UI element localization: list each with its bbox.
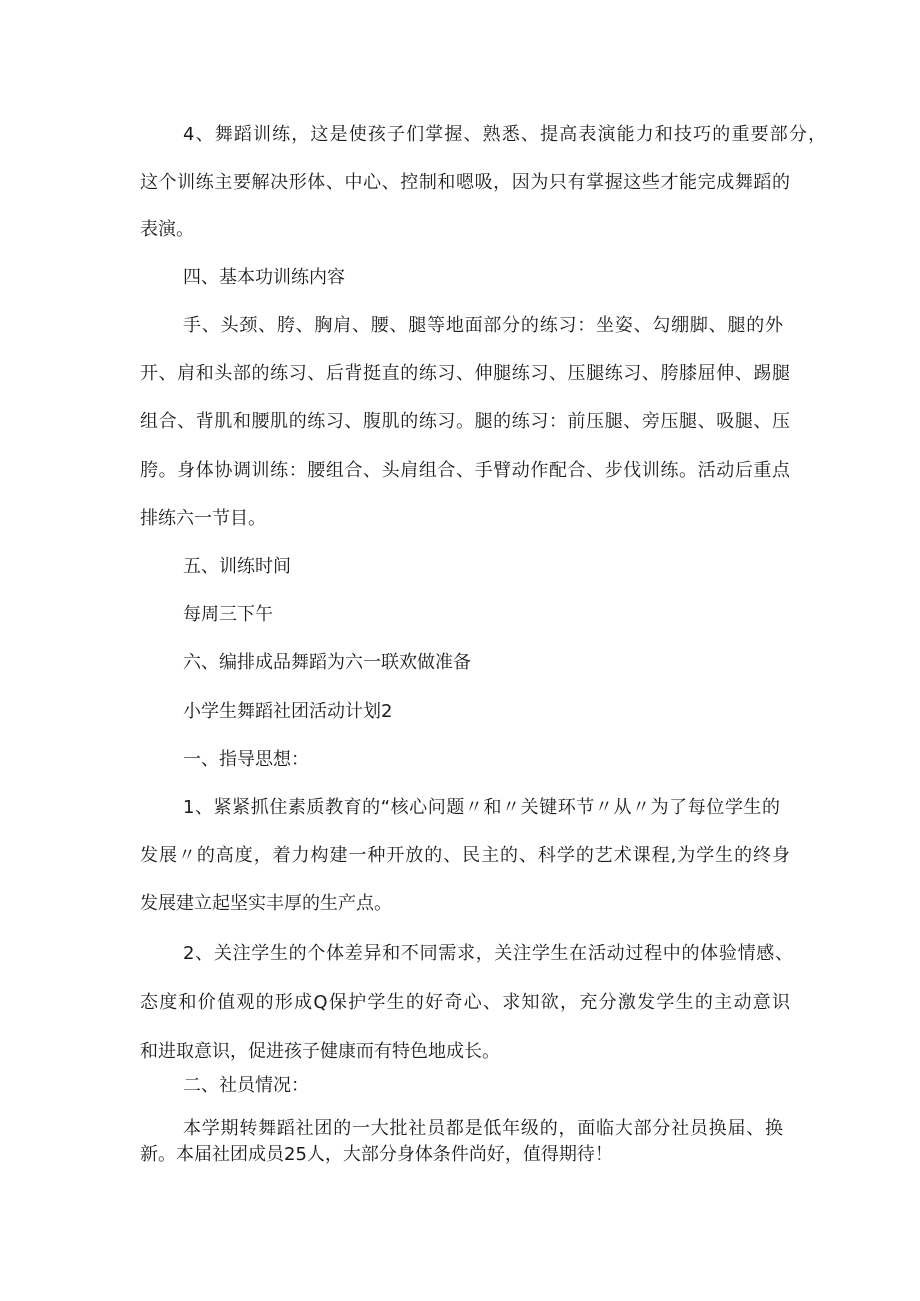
paragraph-line: 手、头颈、胯、胸肩、腰、腿等地面部分的练习：坐姿、勾绷脚、腿的外 [183, 315, 783, 336]
paragraph-line: 4、舞蹈训练，这是使孩子们掌握、熟悉、提高表演能力和技巧的重要部分， [183, 124, 826, 145]
document-title: 小学生舞蹈社团活动计划2 [183, 701, 393, 722]
section-heading: 五、训练时间 [183, 556, 291, 577]
paragraph-line: 和进取意识，促进孩子健康而有特色地成长。 [140, 1041, 500, 1062]
paragraph-line: 胯。身体协调训练：腰组合、头肩组合、手臂动作配合、步伐训练。活动后重点 [140, 460, 790, 481]
paragraph-line: 新。本届社团成员25人，大部分身体条件尚好，值得期待！ [140, 1144, 613, 1165]
paragraph-line: 1、紧紧抓住素质教育的“核心问题〃和〃关键环节〃从〃为了每位学生的 [183, 797, 780, 818]
paragraph-line: 本学期转舞蹈社团的一大批社员都是低年级的，面临大部分社员换届、换 [183, 1118, 783, 1139]
paragraph-line: 组合、背肌和腰肌的练习、腹肌的练习。腿的练习：前压腿、旁压腿、吸腿、压 [140, 411, 790, 432]
paragraph-line: 每周三下午 [183, 604, 273, 625]
section-heading: 二、社员情况： [183, 1075, 309, 1096]
section-heading: 一、指导思想： [183, 749, 309, 770]
paragraph-line: 发展〃的高度，着力构建一种开放的、民主的、科学的艺术课程,为学生的终身 [140, 845, 790, 866]
paragraph-line: 排练六一节目。 [140, 508, 266, 529]
paragraph-line: 开、肩和头部的练习、后背挺直的练习、伸腿练习、压腿练习、胯膝屈伸、踢腿 [140, 363, 790, 384]
section-heading: 四、基本功训练内容 [183, 267, 345, 288]
section-heading: 六、编排成品舞蹈为六一联欢做准备 [183, 652, 471, 673]
paragraph-line: 这个训练主要解决形体、中心、控制和嗯吸，因为只有掌握这些才能完成舞蹈的 [140, 172, 790, 193]
paragraph-line: 发展建立起坚实丰厚的生产点。 [140, 893, 392, 914]
paragraph-line: 表演。 [140, 219, 194, 240]
paragraph-line: 2、关注学生的个体差异和不同需求，关注学生在活动过程中的体验情感、 [183, 943, 793, 964]
paragraph-line: 态度和价值观的形成Q保护学生的好奇心、求知欲，充分激发学生的主动意识 [140, 992, 790, 1013]
